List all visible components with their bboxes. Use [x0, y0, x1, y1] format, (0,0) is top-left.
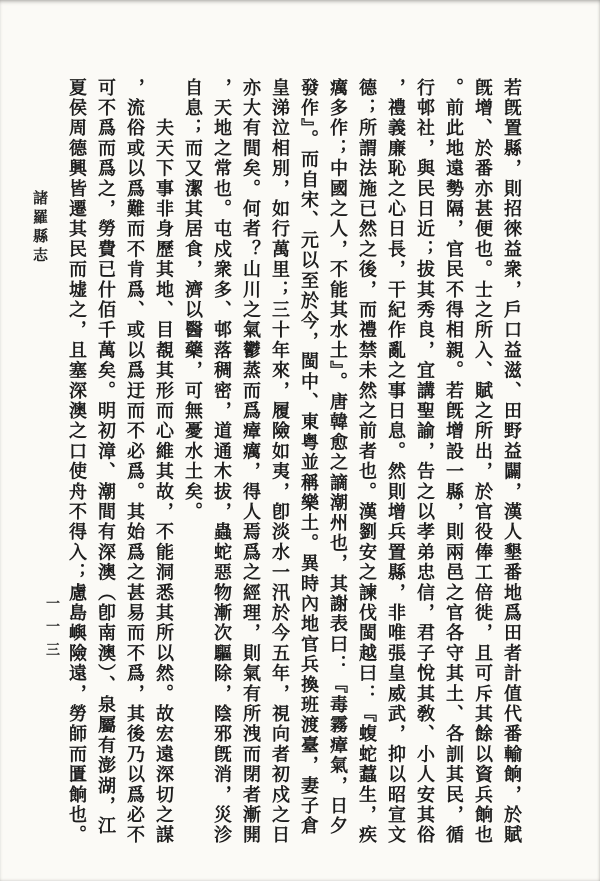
text-column: ，禮義廉恥之心日長，干紀作亂之事日息。然則增兵置縣，非唯張皇威武，抑以昭宣文 [385, 78, 406, 846]
text-column: ，流俗或以爲難而不肯爲、或以爲迂而不必爲。其始爲之甚易而不爲，其後乃以爲必不 [124, 78, 145, 846]
text-column: 若旣置縣，則招徠益衆，戶口益滋、田野益闢，漢人墾番地爲田者計值代番輸餉，於賦 [501, 78, 522, 846]
text-column: 亦大有間矣。何者？山川之氣鬱蒸而爲瘴癘，得人焉爲之經理，則氣有所洩而閉者漸開 [240, 78, 261, 846]
body-text-block [62, 78, 526, 856]
book-title-margin: 諸羅縣志 [31, 190, 49, 266]
text-column: 旣增、於番亦甚便也。士之所入、賦之所出，於官役俸工倍徙，且可斥其餘以資兵餉也 [472, 78, 493, 846]
text-column: 癘多作；中國之人，不能其水土』。唐韓愈之謫潮州也，其謝表曰：『毒霧瘴氣，日夕 [327, 78, 348, 837]
text-column: ，天地之常也。屯戍衆多、邨落稠密，道通木拔，蟲蛇惡物漸次驅除，陰邪旣消，災沴 [211, 78, 232, 846]
text-column: 可不爲而爲之，勞費已什佰千萬矣。明初漳、潮間有深澳（卽南澳）、泉屬有澎湖，江 [95, 78, 116, 837]
text-column: 。前此地遠勢隔，官民不得相親。若旣增設一縣，則兩邑之官各守其土、各訓其民，循 [443, 78, 464, 846]
text-column: 皇涕泣相別，如行萬里；三十年來，履險如夷，卽淡水一汛於今五年，視向者初戍之日 [269, 78, 290, 846]
text-column: 自息；而又潔其居食，濟以醫藥，可無憂水土矣。 [182, 78, 203, 523]
text-column: 行邨社，與民日近；拔其秀良，宜講聖諭，告之以孝弟忠信，君子悅其敎、小人安其俗 [414, 78, 435, 846]
text-column: 夏侯周德興皆遷其民而墟之，且塞深澳之口使舟不得入；慮島嶼險遠，勞師而匱餉也。 [66, 78, 87, 846]
text-column: 夫天下事非身歷其地、目覩其形而心維其故，不能洞悉其所以然。故宏遠深切之謀 [153, 78, 174, 846]
page-number: 一一三 [44, 596, 60, 665]
text-column: 發作』。而自宋、元以至於今，閩中、東粤並稱樂土。異時內地官兵換班渡臺，妻子倉 [298, 78, 319, 837]
text-column: 德；所謂法施已然之後，而禮禁未然之前者也。漢劉安之諫伐閩越曰：『蝮蛇蠚生，疾 [356, 78, 377, 846]
